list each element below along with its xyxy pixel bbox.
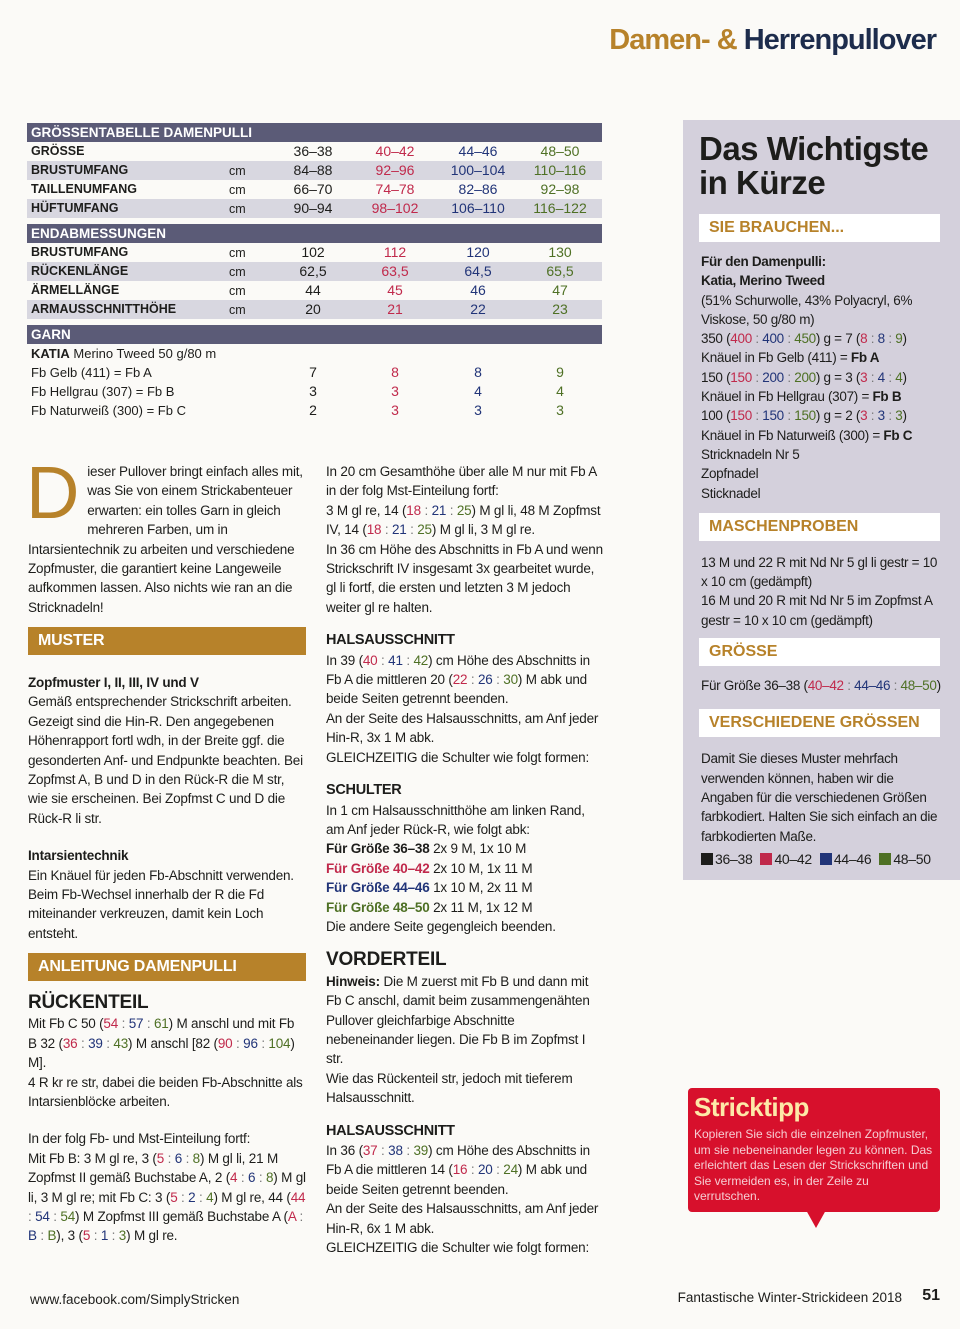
- material-list: Für den Damenpulli: Katia, Merino Tweed (51% Schurwolle, 43% Polyacryl, 6% Viskose, 50 g/80 m) 350 (400 : 400 : 450) g = 7 (8 : 8 : 9) Knäuel in Fb Gelb (411) = Fb A 150 (150 : 200 : 200) g = 3 (3 : 4 : 4) Knäuel in Fb Hellgrau (307) = Fb B 100 (150 : 150 : 150) g = 2 (3 : 3 : 3) Knäuel in Fb Naturweiß (300) = Fb C Stricknadeln Nr 5 Zopfnadel Sticknadel: [701, 254, 913, 501]
- size-value: 47: [552, 282, 568, 298]
- size-value: 98–102: [371, 200, 419, 216]
- size-variants: 5 : 6 : 8: [156, 1150, 200, 1166]
- legend-label: 36–38: [715, 850, 753, 867]
- row-label: Fb Naturweiß (300) = Fb C: [31, 403, 186, 418]
- size-variants: 4 : 6 : 8: [230, 1170, 274, 1186]
- size-variants: 18 : 21 : 25: [366, 522, 432, 538]
- maschenproben-text: 13 M und 22 R mit Nd Nr 5 gl li gestr = 10 x 10 cm (gedämpft) 16 M und 20 R mit Nd Nr 5 im Zopfmst A gestr = 10 x 10 cm (gedämpft): [701, 554, 938, 628]
- anleitung-bar: ANLEITUNG DAMENPULLI: [28, 953, 306, 981]
- size-value: 4: [556, 383, 564, 399]
- size-value: 90–94: [293, 200, 333, 216]
- table-row: [27, 243, 602, 262]
- speech-tail-icon: [806, 1210, 826, 1228]
- row-unit: cm: [229, 246, 246, 260]
- size-table: [27, 120, 602, 420]
- size-value: 3: [556, 402, 564, 418]
- size-value: 110–116: [533, 162, 587, 178]
- table-row: [27, 281, 602, 300]
- size-value: 106–110: [451, 200, 505, 216]
- halsausschnitt2-heading: HALSAUSSCHNITT: [326, 1122, 455, 1139]
- size-value: 23: [552, 301, 568, 317]
- table-row: [27, 142, 602, 161]
- size-value: 82–86: [458, 181, 498, 197]
- legend-label: 48–50: [893, 850, 931, 867]
- panel-bar-verschiedene: VERSCHIEDENE GRÖSSEN: [699, 709, 940, 737]
- size-variants: 90 : 96 : 104: [217, 1035, 291, 1051]
- legend-swatch-icon: [879, 853, 891, 865]
- size-value: 7: [309, 364, 317, 380]
- size-variants: 54 : 57 : 61: [103, 1016, 169, 1032]
- section-header-sizes: GRÖSSENTABELLE DAMENPULLI: [27, 123, 602, 142]
- table-row: [27, 382, 602, 401]
- size-value: 4: [474, 383, 482, 399]
- muster-bar: MUSTER: [28, 627, 306, 655]
- table-row: [27, 161, 602, 180]
- page-title: Damen- & Herrenpullover: [609, 24, 936, 56]
- size-variants: 22 : 26 : 30: [452, 672, 518, 688]
- size-variants: 18 : 21 : 25: [406, 502, 472, 518]
- table-row: [27, 401, 602, 420]
- legend-label: 44–46: [833, 850, 872, 867]
- panel-bar-maschenproben: MASCHENPROBEN: [699, 513, 940, 541]
- size-variants: 40 : 41 : 42: [362, 652, 429, 668]
- size-value: 92–98: [540, 181, 580, 197]
- size-value: 22: [470, 301, 486, 317]
- size-variants: 5 : 2 : 4: [170, 1189, 214, 1205]
- row-unit: cm: [229, 265, 246, 279]
- size-variants: 36 : 39 : 43: [62, 1035, 129, 1051]
- column-two: In 20 cm Gesamthöhe über alle M nur mit Fb A in der folg Mst-Einteilung fortf: 3 M gl re, 14 (18 : 21 : 25) M gl li, 48 M Zopfmst IV, 14 (18 : 21 : 25) M gl li, 3 M gl re. In 36 cm Höhe des Abschnitts in Fb A und wenn Strickschrift IV insgesamt 3x gearbeitet wurde, gl li fortf, die ersten und letzten 3 M jedoch weiter gl re halten. HALSAUSSCHNITT In 39 (40 : 41 : 42) cm Höhe des Abschnitts in Fb A die mittleren 20 (22 : 26 : 30) M abk und beide Seiten getrennt beenden. An der Seite des Halsausschnitts, am Anf jeder Hin-R, 3x 1 M abk. GLEICHZEITIG die Schulter wie folgt formen: SCHULTER In 1 cm Halsausschnitthöhe am linken Rand, am Anf jeder Rück-R, wie folgt abk: Für Größe 36–38 2x 9 M, 1x 10 M Für Größe 40–42 2x 10 M, 1x 11 M Für Größe 44–46 1x 10 M, 2x 11 M Für Größe 48–50 2x 11 M, 1x 12 M Die andere Seite gegengleich beenden. VORDERTEIL Hinweis: Die M zuerst mit Fb B und dann mit Fb C anschl, damit beim zusammengenähten Pullover gleichfarbige Abschnitte nebeneinander liegen. Die Fb B im Zopfmst I str. Wie das Rückenteil str, jedoch mit tieferem Halsausschnitt. HALSAUSSCHNITT In 36 (37 : 38 : 39) cm Höhe des Abschnitts in Fb A die mittleren 14 (16 : 20 : 24) M abk und beide Seiten getrennt beenden. An der Seite des Halsausschnitts, am Anf jeder Hin-R, 6x 1 M abk. GLEICHZEITIG die Schulter wie folgt formen:: [326, 464, 603, 1256]
- muster-section: MUSTER Zopfmuster I, II, III, IV und V Gemäß entsprechender Strickschrift arbeiten. Gezeigt sind die Hin-R. Den angegebenen Höhenrapport fortl wdh, in der Breite ggf. die gesonderten Anf- und Endpunkte beachten. Bei Zopfmst A, B und D in den Rück-R die M str, wie sie erscheinen. Bei Zopfmst C und D die Rück-R li str. Intarsientechnik Ein Knäuel für jeden Fb-Abschnitt verwenden. Beim Fb-Wechsel innerhalb der R die Fd miteinander verkreuzen, damit kein Loch entsteht.: [28, 627, 306, 943]
- table-row: [27, 262, 602, 281]
- schulter-heading: SCHULTER: [326, 782, 402, 799]
- size-value: 21: [387, 301, 403, 317]
- row-label: GRÖSSE: [31, 144, 85, 158]
- halsausschnitt-heading: HALSAUSSCHNITT: [326, 632, 455, 649]
- anleitung-section: ANLEITUNG DAMENPULLI RÜCKENTEIL Mit Fb C 50 (54 : 57 : 61) M anschl und mit Fb B 32 (36 : 39 : 43) M anschl [82 (90 : 96 : 104) M]. 4 R kr re str, dabei die beiden Fb-Abschnitte als Intarsienblöcke arbeiten. In der folg Fb- und Mst-Einteilung fortf: Mit Fb B: 3 M gl re, 3 (5 : 6 : 8) M gl li, 21 M Zopfmst II gemäß Buchstabe A, 2 (4 : 6 : 8) M gl li, 3 M gl re; mit Fb C: 3 (5 : 2 : 4) M gl re, 44 (44 : 54 : 54) M Zopfmst III gemäß Buchstabe A (A : B : B), 3 (5 : 1 : 3) M gl re.: [28, 953, 306, 1246]
- table-row: [27, 180, 602, 199]
- size-value: 8: [474, 364, 482, 380]
- panel-title: Das Wichtigste in Kürze: [699, 130, 929, 201]
- size-variants: 3 : 4 : 4: [860, 369, 903, 385]
- size-value: 3: [391, 383, 399, 399]
- size-variants: 5 : 1 : 3: [82, 1228, 127, 1244]
- verschiedene-text: Damit Sie dieses Muster mehrfach verwenden können, haben wir die Angaben für die verschiedenen Größen farbkodiert. Halten Sie sich einfach an die farbkodierten Maße.: [701, 751, 938, 844]
- footer-magazine: Fantastische Winter-Strickideen 2018: [677, 1290, 902, 1305]
- size-value: 2: [309, 402, 317, 418]
- size-value: 36–38: [293, 143, 333, 159]
- size-value: 100–104: [450, 162, 506, 178]
- dropcap: D: [26, 451, 80, 534]
- groesse-text: Für Größe 36–38 (40–42 : 44–46 : 48–50): [701, 678, 941, 694]
- row-label: BRUSTUMFANG: [31, 245, 129, 259]
- table-row: [27, 300, 602, 319]
- row-unit: cm: [229, 284, 246, 298]
- vorderteil-heading: VORDERTEIL: [326, 949, 447, 971]
- summary-panel: [683, 120, 960, 880]
- size-legend: [701, 850, 960, 869]
- size-variants: 37 : 38 : 39: [362, 1143, 429, 1158]
- row-unit: cm: [229, 164, 246, 178]
- size-value: 20: [305, 301, 321, 317]
- size-value: 65,5: [546, 263, 574, 279]
- size-variants: 16 : 20 : 24: [452, 1162, 518, 1178]
- panel-bar-sie-brauchen: SIE BRAUCHEN...: [699, 214, 940, 242]
- section-header-endmass: ENDABMESSUNGEN: [27, 224, 602, 243]
- rueckenteil-p1: Mit Fb C 50 (54 : 57 : 61) M anschl und mit Fb B 32 (36 : 39 : 43) M anschl [82 (90 : 96 : 104) M].: [28, 1016, 295, 1071]
- row-label: Fb Hellgrau (307) = Fb B: [31, 384, 175, 399]
- size-value: 3: [474, 402, 482, 418]
- size-value: 3: [309, 383, 317, 399]
- table-row: [27, 363, 602, 382]
- row-label: ARMAUSSCHNITTHÖHE: [31, 302, 177, 316]
- size-value: 92–96: [375, 162, 415, 178]
- legend-swatch-icon: [820, 853, 832, 865]
- intro-text: Dieser Pullover bringt einfach alles mit, was Sie von einem Strickabenteuer erwarten: ein tolles Garn in gleich mehreren Farben, um in Intarsientechnik zu arbeiten und verschiedene Zopfmuster, die garantiert keine Langeweile aufkommen lassen. Also nichts wie ran an die Stricknadeln!: [26, 451, 303, 615]
- page-number: 51: [922, 1287, 940, 1304]
- size-value: 46: [470, 282, 486, 298]
- size-value: 120: [466, 244, 490, 260]
- panel-bar-groesse: GRÖSSE: [699, 638, 940, 666]
- size-variants: 3 : 3 : 3: [860, 408, 903, 424]
- section-header-garn: GARN: [27, 325, 602, 344]
- legend-label: 40–42: [774, 850, 812, 867]
- size-variants: 150 : 150 : 150: [730, 408, 816, 424]
- size-value: 63,5: [381, 263, 409, 279]
- row-label: Fb Gelb (411) = Fb A: [31, 365, 152, 380]
- size-variants: 8 : 8 : 9: [860, 331, 903, 347]
- size-value: 130: [548, 244, 572, 260]
- row-label: ÄRMELLÄNGE: [31, 283, 120, 297]
- rueckenteil-heading: RÜCKENTEIL: [28, 992, 149, 1013]
- garn-title: KATIA Merino Tweed 50 g/80 m: [31, 346, 217, 361]
- size-variants: 150 : 200 : 200: [730, 369, 816, 385]
- legend-swatch-icon: [760, 853, 772, 865]
- size-variants: 44 : 54 : 54: [28, 1189, 306, 1225]
- size-value: 84–88: [293, 162, 333, 178]
- size-value: 45: [387, 282, 403, 298]
- size-value: 66–70: [293, 181, 333, 197]
- size-variants: 40–42 : 44–46 : 48–50: [807, 678, 937, 694]
- size-value: 116–122: [533, 200, 587, 216]
- size-value: 74–78: [375, 181, 415, 197]
- size-variants: 400 : 400 : 450: [730, 331, 816, 347]
- size-value: 44: [305, 282, 321, 298]
- size-value: 112: [383, 244, 407, 260]
- size-variants: A : B : B: [28, 1209, 304, 1244]
- row-label: HÜFTUMFANG: [31, 201, 119, 215]
- size-value: 48–50: [540, 143, 580, 159]
- row-label: BRUSTUMFANG: [31, 163, 129, 177]
- size-value: 102: [301, 244, 325, 260]
- size-value: 44–46: [458, 143, 498, 159]
- size-value: 9: [556, 364, 564, 380]
- size-value: 40–42: [375, 143, 415, 159]
- row-label: RÜCKENLÄNGE: [31, 264, 129, 278]
- rueckenteil-p4: Mit Fb B: 3 M gl re, 3 (5 : 6 : 8) M gl li, 21 M Zopfmst II gemäß Buchstabe A, 2 (4 : 6 : 8) M gl li, 3 M gl re; mit Fb C: 3 (5 : 2 : 4) M gl re, 44 (44 : 54 : 54) M Zopfmst III gemäß Buchstabe A (A : B : B), 3 (5 : 1 : 3) M gl re.: [28, 1150, 306, 1244]
- row-unit: cm: [229, 303, 246, 317]
- stricktipp-body: Kopieren Sie sich die einzelnen Zopfmuster, um sie nebeneinander legen zu können. Das erleichtert das Lesen der Strickschriften und Sie vermeiden es, in der Zeile zu verrutschen.: [694, 1127, 933, 1203]
- table-row: [27, 199, 602, 218]
- size-value: 3: [391, 402, 399, 418]
- stricktipp-title: Stricktipp: [694, 1092, 809, 1122]
- size-value: 62,5: [299, 263, 327, 279]
- row-label: TAILLENUMFANG: [31, 182, 138, 196]
- legend-swatch-icon: [701, 853, 713, 865]
- stricktipp-box: [688, 1088, 940, 1212]
- row-unit: cm: [229, 202, 246, 216]
- size-value: 8: [391, 364, 399, 380]
- row-unit: cm: [229, 183, 246, 197]
- size-value: 64,5: [464, 263, 492, 279]
- footer-url: www.facebook.com/SimplyStricken: [30, 1292, 240, 1307]
